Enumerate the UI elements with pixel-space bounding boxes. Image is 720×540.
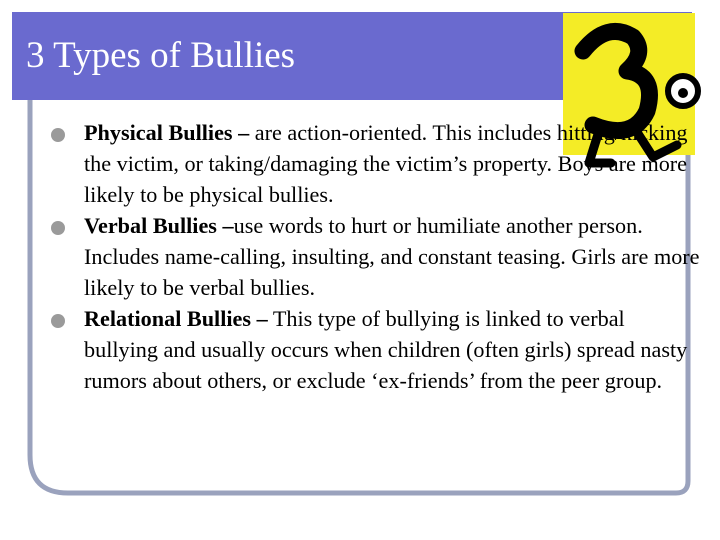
bullet-icon [51, 314, 65, 328]
page-title: 3 Types of Bullies [26, 35, 296, 76]
bullet-text: use words to hurt or humiliate another person. Includes name-calling, insulting, and constant teasing. Girls are more likely to be verbal bullies. [84, 213, 700, 300]
bullet-list [84, 117, 704, 396]
bullet-item-relational-bullies [84, 303, 704, 396]
bullet-heading: Relational Bullies – [84, 306, 268, 331]
left-eye [647, 97, 655, 105]
bullet-heading: Physical Bullies – [84, 120, 250, 145]
bullet-item-physical-bullies [84, 117, 704, 210]
bullet-icon [51, 221, 65, 235]
bullet-heading: Verbal Bullies – [84, 213, 234, 238]
bullet-text: are action-oriented. This includes hitting/kicking the victim, or taking/damaging the victim’s property. Boys are more likely to be physical bullies. [84, 120, 688, 207]
bullet-text: This type of bullying is linked to verbal bullying and usually occurs when children (often girls) spread nasty rumors about others, or exclude ‘ex-friends’ from the peer group. [84, 306, 688, 393]
bullet-icon [51, 128, 65, 142]
right-eye-pupil [678, 88, 688, 98]
bullet-item-verbal-bullies [84, 210, 704, 303]
